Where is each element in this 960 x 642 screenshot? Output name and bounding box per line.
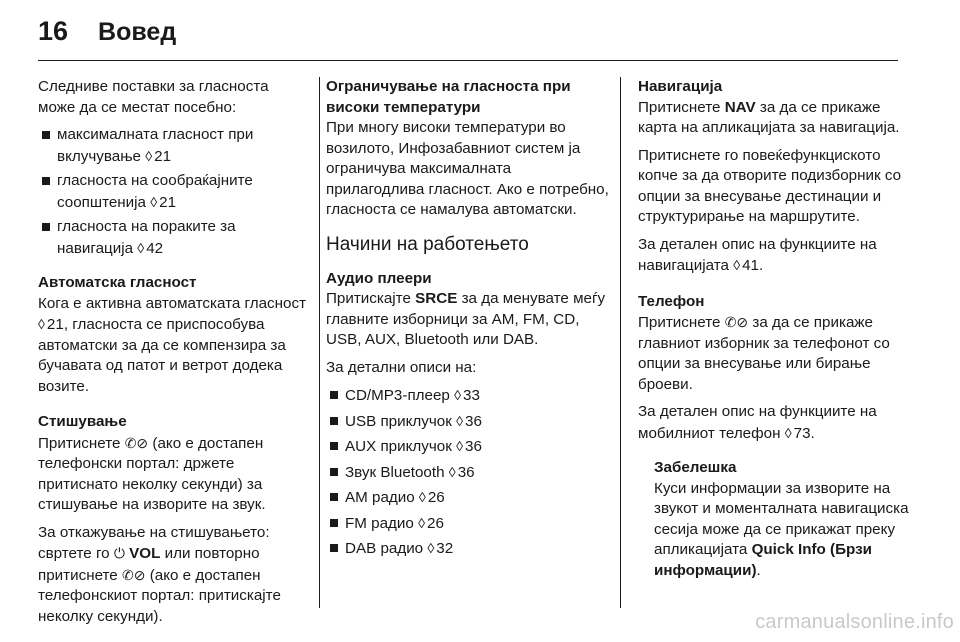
- page-header: [38, 16, 176, 50]
- phone-mute-icon: ✆⊘: [121, 566, 146, 583]
- mute-text-2: За откажување на стишувањето: свртете го ⏻ VOL или повторно притиснете ✆⊘ (ако е достапен телефонскиот портал: притискајте неколку секунди).: [38, 523, 281, 625]
- reference-arrow-icon: ◊: [427, 540, 435, 556]
- navigation-text-3: За детален опис на функциите на навигацијата ◊ 41.: [638, 235, 877, 274]
- page-number: 16: [38, 16, 69, 46]
- auto-volume-heading: Автоматска гласност: [38, 274, 197, 291]
- phone-text-2: За детален опис на функциите на мобилниот телефон ◊ 73.: [638, 403, 877, 442]
- audio-players-text: Притискајте SRCE за да менувате меѓу главните изборници за AM, FM, CD, USB, AUX, Bluetooth или DAB.: [326, 290, 606, 348]
- list-item: DAB радио ◊ 32: [326, 538, 610, 560]
- reference-arrow-icon: ◊: [38, 316, 45, 332]
- watermark: carmanualsonline.info: [755, 611, 954, 633]
- reference-arrow-icon: ◊: [418, 489, 426, 505]
- phone-mute-icon: ✆⊘: [724, 314, 749, 330]
- list-item: максималната гласност при вклучување ◊ 21: [38, 125, 308, 167]
- volume-limit-text: При многу високи температури во возилото, Инфозабавниот систем ја ограничува максималната прилагодлива гласност. Ако е потребно, гласноста се намалува автоматски.: [326, 119, 609, 218]
- reference-arrow-icon: ◊: [145, 147, 153, 164]
- list-item: Звук Bluetooth ◊ 36: [326, 462, 610, 484]
- list-item: USB приклучок ◊ 36: [326, 411, 610, 433]
- list-item: гласноста на сообраќајните соопштенија ◊ 21: [38, 171, 308, 213]
- volume-intro: Следниве поставки за гласноста може да се местат посебно:: [38, 78, 269, 116]
- reference-arrow-icon: ◊: [137, 239, 145, 256]
- list-item: FM радио ◊ 26: [326, 513, 610, 535]
- section-heading: Начини на работењето: [326, 233, 529, 255]
- phone-text-1: Притиснете ✆⊘ за да се прикаже главниот изборник за телефонот со опции за внесување или бирање броеви.: [638, 314, 890, 393]
- power-icon: ⏻: [113, 545, 125, 561]
- column-divider: [319, 77, 320, 608]
- volume-limit-heading: Ограничување на гласноста при високи температури: [326, 78, 571, 116]
- phone-heading: Телефон: [638, 292, 705, 310]
- reference-arrow-icon: ◊: [418, 514, 425, 531]
- mute-text-1: Притиснете ✆⊘ (ако е достапен телефонски портал: држете притиснато неколку секунди) за стишување на изворите на звук.: [38, 434, 266, 513]
- list-item: AUX приклучок ◊ 36: [326, 436, 610, 458]
- list-item: гласноста на пораките за навигација ◊ 42: [38, 217, 308, 259]
- volume-settings-list: [38, 125, 308, 259]
- phone-mute-icon: ✆⊘: [124, 434, 149, 451]
- chapter-title: Вовед: [98, 18, 177, 46]
- audio-players-heading: Аудио плеери: [326, 269, 432, 287]
- mute-section: [38, 412, 308, 627]
- note-text: Куси информации за изворите на звукот и моменталната навигациска сесија може да се прикажат преку апликацијата Quick Info (Брзи информации).: [654, 479, 909, 579]
- reference-arrow-icon: ◊: [454, 387, 462, 403]
- header-rule: [38, 60, 898, 61]
- reference-arrow-icon: ◊: [784, 424, 792, 441]
- column-1: [38, 77, 308, 642]
- column-2: [326, 77, 610, 567]
- column-divider: [620, 77, 621, 608]
- auto-volume-section: [38, 273, 308, 397]
- mute-heading: Стишување: [38, 413, 127, 430]
- details-intro: За детални описи на:: [326, 358, 477, 376]
- auto-volume-text: Кога е активна автоматската гласност ◊ 21, гласноста се приспособува автоматски за да се компензира за бучавата од патот и ветрот додека возите.: [38, 294, 307, 395]
- reference-arrow-icon: ◊: [150, 193, 158, 210]
- note-box: [654, 458, 913, 581]
- reference-arrow-icon: ◊: [456, 438, 464, 454]
- reference-arrow-icon: ◊: [733, 257, 741, 273]
- reference-arrow-icon: ◊: [448, 463, 456, 480]
- list-item: AM радио ◊ 26: [326, 487, 610, 509]
- navigation-text-2: Притиснете го повеќефункциското копче за да отворите подизборник со опции за внесување дестинации и структурирање на маршрутите.: [638, 146, 902, 225]
- navigation-text-1: Притиснете NAV за да се прикаже карта на апликацијата за навигација.: [638, 98, 900, 136]
- column-3: [638, 77, 913, 588]
- list-item: CD/MP3-плеер ◊ 33: [326, 385, 610, 407]
- note-heading: Забелешка: [654, 459, 737, 476]
- audio-sources-list: [326, 385, 610, 560]
- navigation-heading: Навигација: [638, 78, 723, 95]
- reference-arrow-icon: ◊: [456, 412, 464, 429]
